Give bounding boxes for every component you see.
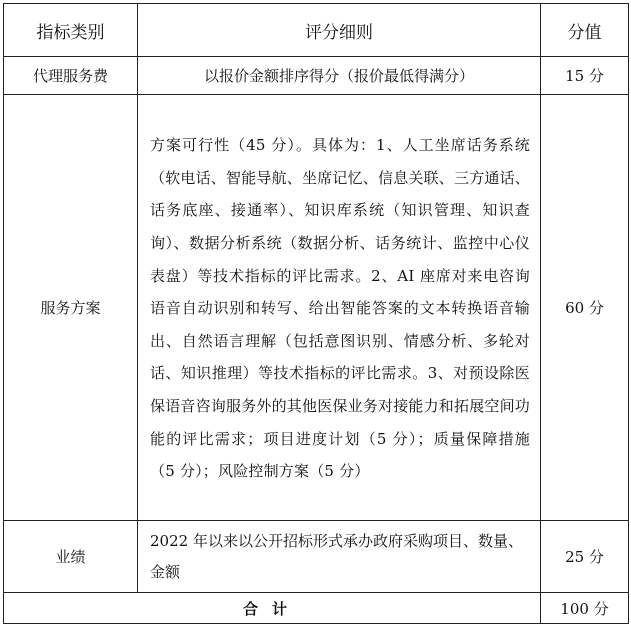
rules-cell: 以报价金额排序得分（报价最低得满分） — [138, 57, 541, 95]
score-cell: 25 分 — [541, 521, 629, 593]
header-rules: 评分细则 — [138, 4, 541, 57]
table-row-service-plan — [4, 95, 629, 521]
score-cell: 60 分 — [541, 95, 629, 521]
header-score: 分值 — [541, 4, 629, 57]
rules-cell: 方案可行性（45 分）。具体为：1、人工坐席话务系统（软电话、智能导航、坐席记忆、信息关联、三方通话、话务底座、接通率）、知识库系统（知识管理、知识查询）、数据分析系统（数据分析、话务统计、监控中心仪表盘）等技术指标的评比需求。2、AI 座席对来电咨询语音自动识别和转写、给出智能答案的文本转换语音输出、自然语言理解（包括意图识别、情感分析、多轮对话、知识推理）等技术指标的评比需求。3、对预设除医保语音咨询服务外的其他医保业务对接能力和拓展空间功能的评比需求；项目进度计划（5 分）；质量保障措施（5 分）；风险控制方案（5 分） — [138, 95, 541, 521]
table-row-performance — [4, 521, 629, 593]
scoring-criteria-table — [3, 3, 629, 624]
total-score: 100 分 — [541, 593, 629, 624]
table-row-total — [4, 593, 629, 624]
score-cell: 15 分 — [541, 57, 629, 95]
category-cell: 服务方案 — [4, 95, 138, 521]
header-category: 指标类别 — [4, 4, 138, 57]
category-cell: 业绩 — [4, 521, 138, 593]
category-cell: 代理服务费 — [4, 57, 138, 95]
rules-cell: 2022 年以来以公开招标形式承办政府采购项目、数量、金额 — [138, 521, 541, 593]
table-header-row — [4, 4, 629, 57]
total-label: 合计 — [4, 593, 541, 624]
table-row-agency-fee — [4, 57, 629, 95]
